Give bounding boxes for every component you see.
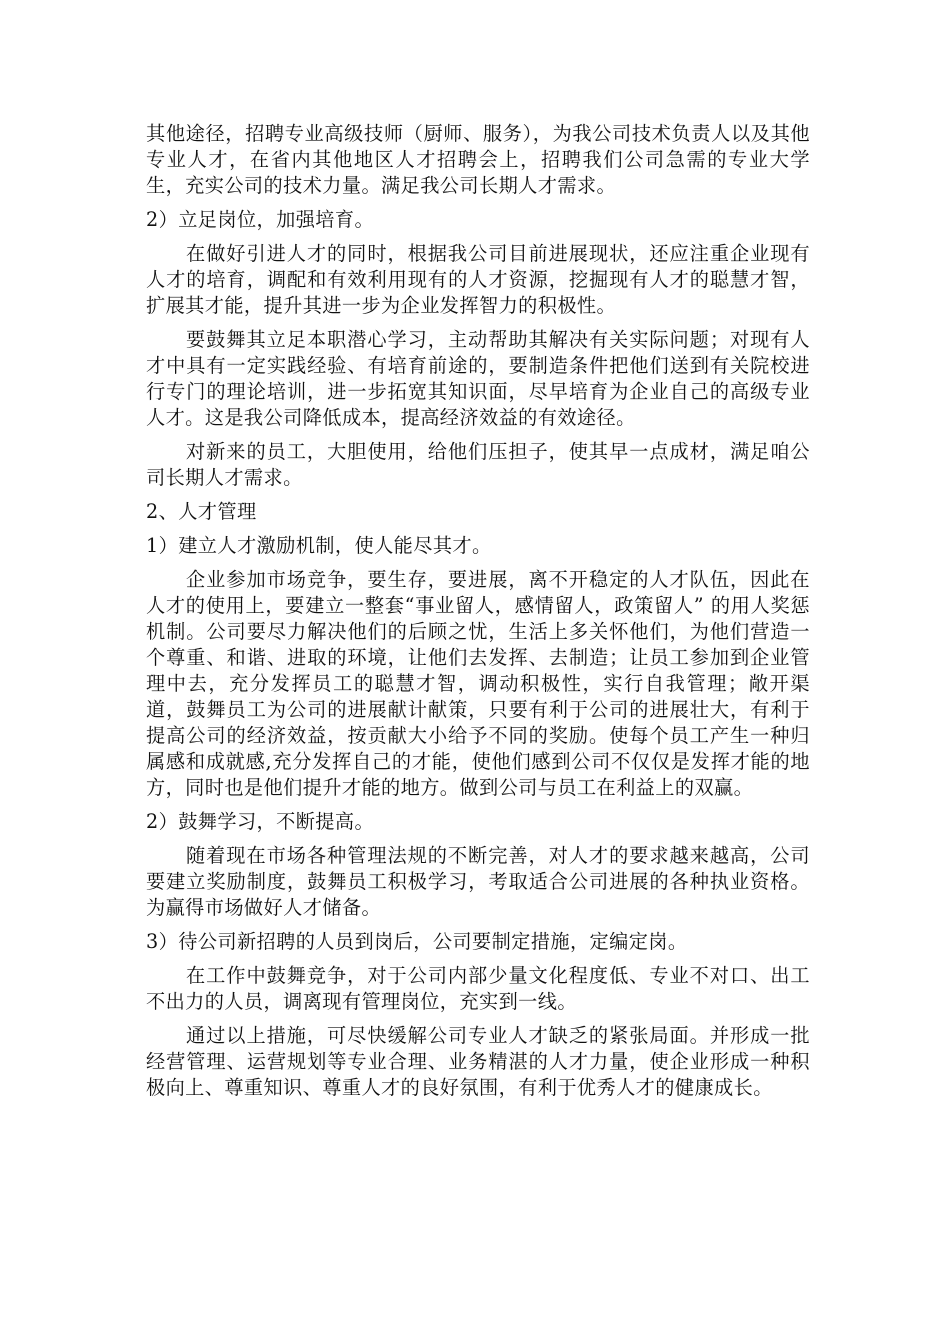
- paragraph-5: 企业参加市场竞争，要生存，要进展，离不开稳定的人才队伍，因此在人才的使用上，要建立一整套“事业留人，感情留人，政策留人” 的用人奖惩机制。公司要尽力解决他们的后顾之忧，生活上多关怀他们，为他们营造一个尊重、和谐、进取的环境，让他们去发挥、去制造；让员工参加到企业管理中去，充分发挥员工的聪慧才智，调动积极性，实行自我管理；敞开渠道，鼓舞员工为公司的进展献计献策，只要有利于公司的进展壮大，有利于提高公司的经济效益，按贡献大小给予不同的奖励。使每个员工产生一种归属感和成就感,充分发挥自己的才能，使他们感到公司不仅仅是发挥才能的地方，同时也是他们提升才能的地方。做到公司与员工在利益上的双赢。: [146, 568, 810, 799]
- section-heading-talent-management: 2、人才管理: [146, 500, 257, 523]
- paragraph-8: 通过以上措施，可尽快缓解公司专业人才缺乏的紧张局面。并形成一批经营管理、运营规划等专业合理、业务精湛的人才力量，使企业形成一种积极向上、尊重知识、尊重人才的良好氛围，有利于优秀人才的健康成长。: [146, 1024, 810, 1099]
- paragraph-3: 要鼓舞其立足本职潜心学习，主动帮助其解决有关实际问题；对现有人才中具有一定实践经验、有培育前途的，要制造条件把他们送到有关院校进行专门的理论培训，进一步拓宽其知识面，尽早培育为企业自己的高级专业人才。这是我公司降低成本，提高经济效益的有效途径。: [146, 328, 810, 429]
- subheading-2-1: 2）立足岗位，加强培育。: [146, 208, 375, 231]
- subheading-1: 1）建立人才激励机制，使人能尽其才。: [146, 534, 492, 557]
- subheading-2: 2）鼓舞学习，不断提高。: [146, 810, 375, 833]
- paragraph-2: 在做好引进人才的同时，根据我公司目前进展现状，还应注重企业现有人才的培育，调配和有效利用现有的人才资源，挖掘现有人才的聪慧才智，扩展其才能，提升其进一步为企业发挥智力的积极性。: [146, 242, 810, 317]
- subheading-3: 3）待公司新招聘的人员到岗后，公司要制定措施，定编定岗。: [146, 930, 688, 953]
- document-page: [146, 121, 810, 1109]
- paragraph-7: 在工作中鼓舞竞争，对于公司内部少量文化程度低、专业不对口、出工不出力的人员，调离现有管理岗位，充实到一线。: [146, 964, 810, 1013]
- paragraph-1: 其他途径，招聘专业高级技师（厨师、服务），为我公司技术负责人以及其他专业人才，在省内其他地区人才招聘会上，招聘我们公司急需的专业大学生，充实公司的技术力量。满足我公司长期人才需求。: [146, 122, 810, 197]
- paragraph-6: 随着现在市场各种管理法规的不断完善，对人才的要求越来越高，公司要建立奖励制度，鼓舞员工积极学习，考取适合公司进展的各种执业资格。为赢得市场做好人才储备。: [146, 844, 810, 919]
- paragraph-4: 对新来的员工，大胆使用，给他们压担子，使其早一点成材，满足咱公司长期人才需求。: [146, 440, 810, 489]
